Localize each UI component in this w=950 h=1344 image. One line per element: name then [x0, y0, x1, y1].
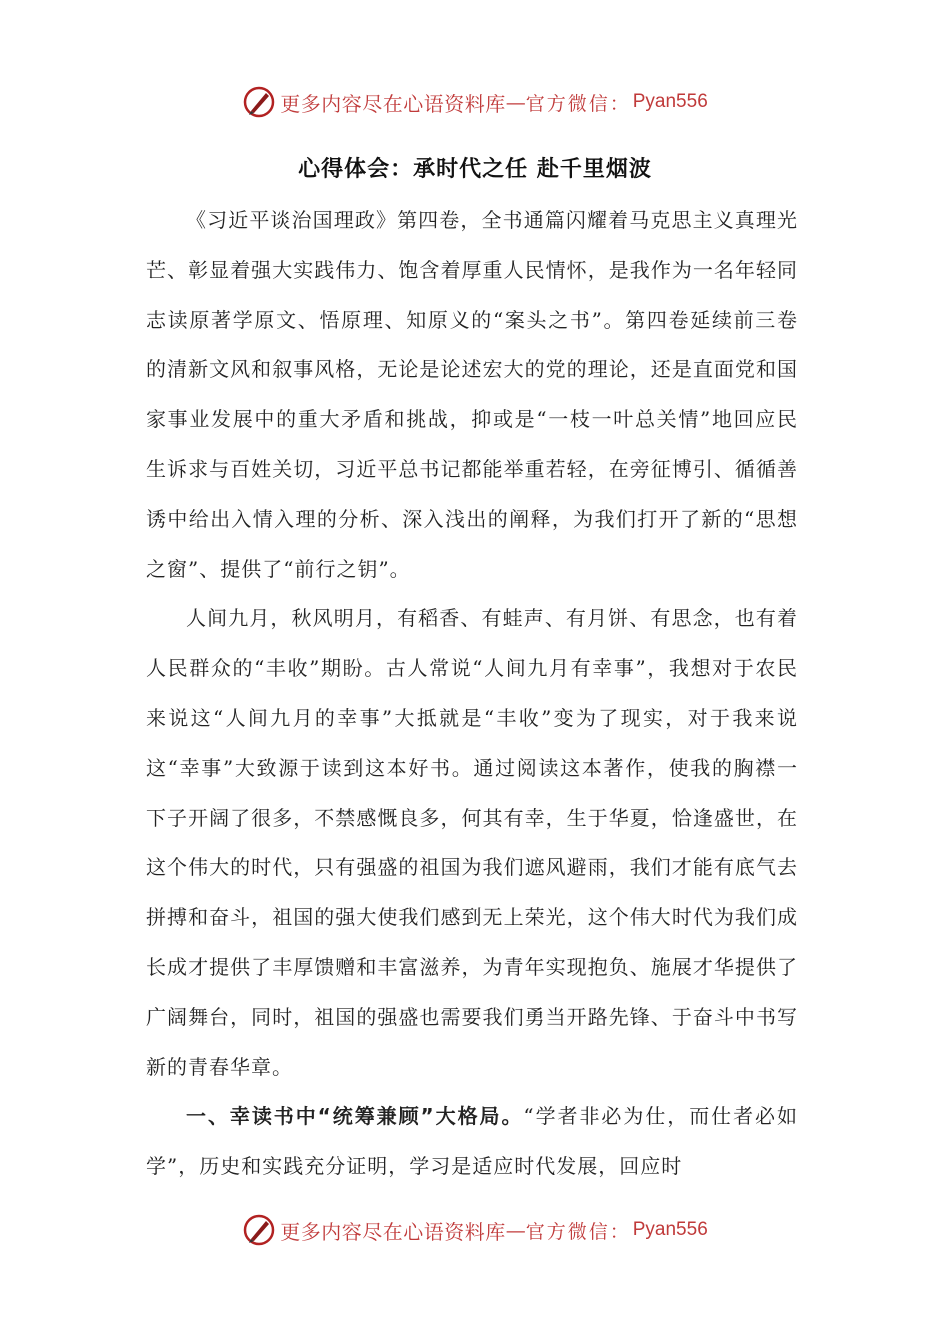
banner-wechat-id: Pyan556 — [632, 1219, 708, 1240]
section-text: “学者非必为仕，而仕者必如学”，历史和实践充分证明，学习是适应时代发展，回应时 — [146, 1104, 798, 1179]
paragraph-2: 人间九月，秋风明月，有稻香、有蛙声、有月饼、有思念，也有着人民群众的“丰收”期盼。古人常说“人间九月有幸事”，我想对于农民来说这“人间九月的幸事”大抵就是“丰收”变为了现实，对于我来说这“幸事”大致源于读到这本好书。通过阅读这本著作，使我的胸襟一下子开阔了很多，不禁感慨良多，何其有幸，生于华夏，恰逢盛世，在这个伟大的时代，只有强盛的祖国为我们遮风避雨，我们才能有底气去拼搏和奋斗，祖国的强大使我们感到无上荣光，这个伟大时代为我们成长成才提供了丰厚馈赠和丰富滋养，为青年实现抱负、施展才华提供了广阔舞台，同时，祖国的强盛也需要我们勇当开路先锋、于奋斗中书写新的青春华章。 — [146, 606, 798, 1079]
footer-banner — [0, 1210, 950, 1250]
banner-dash: — — [505, 1218, 526, 1242]
pen-logo-icon — [242, 85, 276, 119]
section-heading: 一、幸读书中“统筹兼顾”大格局。 — [186, 1104, 524, 1129]
banner-brand-text: 更多内容尽在心语资料库 — [280, 1219, 506, 1244]
banner-wechat-label: 官方微信： — [525, 1220, 631, 1243]
banner-dash: — — [505, 90, 526, 114]
header-banner — [0, 82, 950, 122]
banner-wechat-id: Pyan556 — [632, 91, 708, 112]
paragraph-3 — [146, 1092, 798, 1192]
document-body — [146, 196, 798, 1192]
banner-brand-text: 更多内容尽在心语资料库 — [280, 91, 506, 116]
paragraph-1: 《习近平谈治国理政》第四卷，全书通篇闪耀着马克思主义真理光芒、彰显着强大实践伟力、饱含着厚重人民情怀，是我作为一名年轻同志读原著学原文、悟原理、知原义的“案头之书”。第四卷延续前三卷的清新文风和叙事风格，无论是论述宏大的党的理论，还是直面党和国家事业发展中的重大矛盾和挑战，抑或是“一枝一叶总关情”地回应民生诉求与百姓关切，习近平总书记都能举重若轻，在旁征博引、循循善诱中给出入情入理的分析、深入浅出的阐释，为我们打开了新的“思想之窗”、提供了“前行之钥”。 — [146, 208, 798, 581]
banner-wechat-label: 官方微信： — [525, 92, 631, 115]
document-title: 心得体会：承时代之任 赴千里烟波 — [298, 157, 652, 182]
pen-logo-icon — [242, 1213, 276, 1247]
